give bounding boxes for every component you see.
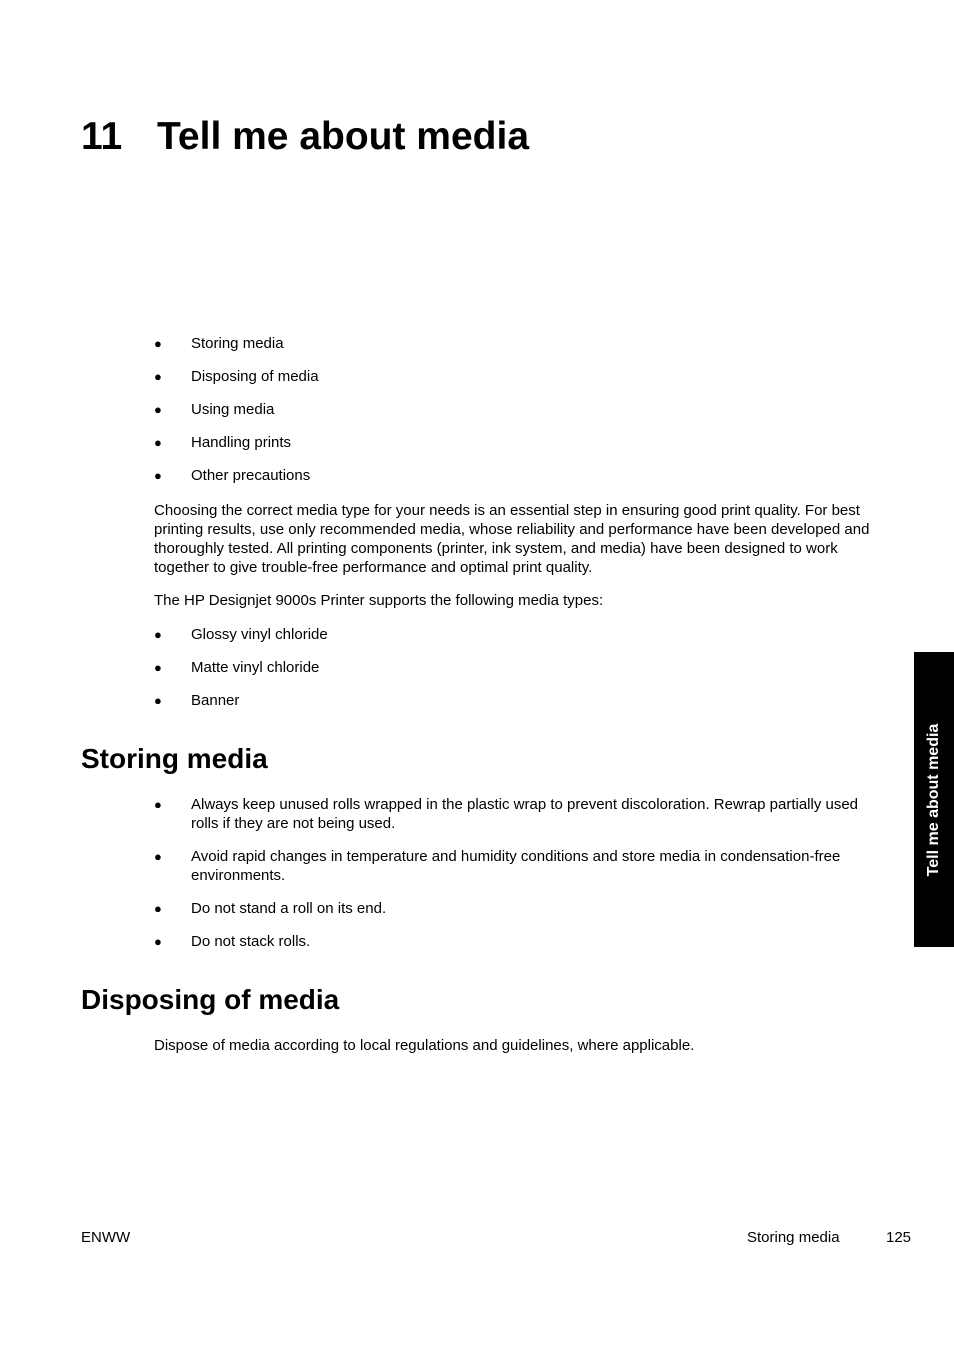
bullet-icon: ● [154,402,162,417]
bullet-icon: ● [154,934,162,949]
disposing-media-heading: Disposing of media [81,984,340,1015]
bullet-icon: ● [154,901,162,916]
media-types-list [154,625,328,710]
bullet-icon: ● [154,336,162,351]
storing-list [154,795,889,951]
disposing-paragraph: Dispose of media according to local regulations and guidelines, where applicable. [154,1037,695,1054]
list-item[interactable]: ● Handling prints [154,434,292,451]
list-item: ● Do not stack rolls. [154,933,311,950]
list-item[interactable]: ● Storing media [154,335,284,352]
bullet-icon: ● [154,468,162,483]
intro-paragraph: Choosing the correct media type for your needs is an essential step in ensuring good print quality. For best printing results, use only recommended media, whose reliability and performance have been developed and thoroughly tested. All printing components (printer, ink system, and media) have been designed to work together to give trouble-free performance and optimal print quality. [154,502,870,576]
bullet-icon: ● [154,797,162,812]
list-item: ● Avoid rapid changes in temperature and humidity conditions and store media in condensation-free environments. [154,848,841,884]
bullet-icon: ● [154,693,162,708]
bullet-icon: ● [154,435,162,450]
bullet-icon: ● [154,369,162,384]
topics-list [154,334,319,485]
bullet-icon: ● [154,849,162,864]
footer-section: Storing media [747,1229,840,1246]
list-item[interactable]: ● Other precautions [154,467,311,484]
chapter-title-text: Tell me about media [157,115,530,158]
side-tab-label: Tell me about media [925,723,942,876]
page-number: 125 [886,1229,912,1246]
bullet-icon: ● [154,627,162,642]
storing-media-heading: Storing media [81,743,268,774]
media-types-intro: The HP Designjet 9000s Printer supports the following media types: [154,592,604,609]
list-item: ● Do not stand a roll on its end. [154,900,387,917]
bullet-icon: ● [154,660,162,675]
side-tab [914,652,954,947]
list-item: ● Banner [154,692,240,709]
chapter-number: 11 [81,115,123,158]
chapter-title [81,112,529,162]
list-item: ● Glossy vinyl chloride [154,626,328,643]
list-item[interactable]: ● Disposing of media [154,368,319,385]
list-item: ● Matte vinyl chloride [154,659,320,676]
list-item: ● Always keep unused rolls wrapped in the plastic wrap to prevent discoloration. Rewrap partially used rolls if they are not being used. [154,796,859,832]
list-item[interactable]: ● Using media [154,401,275,418]
footer-left: ENWW [81,1229,131,1246]
